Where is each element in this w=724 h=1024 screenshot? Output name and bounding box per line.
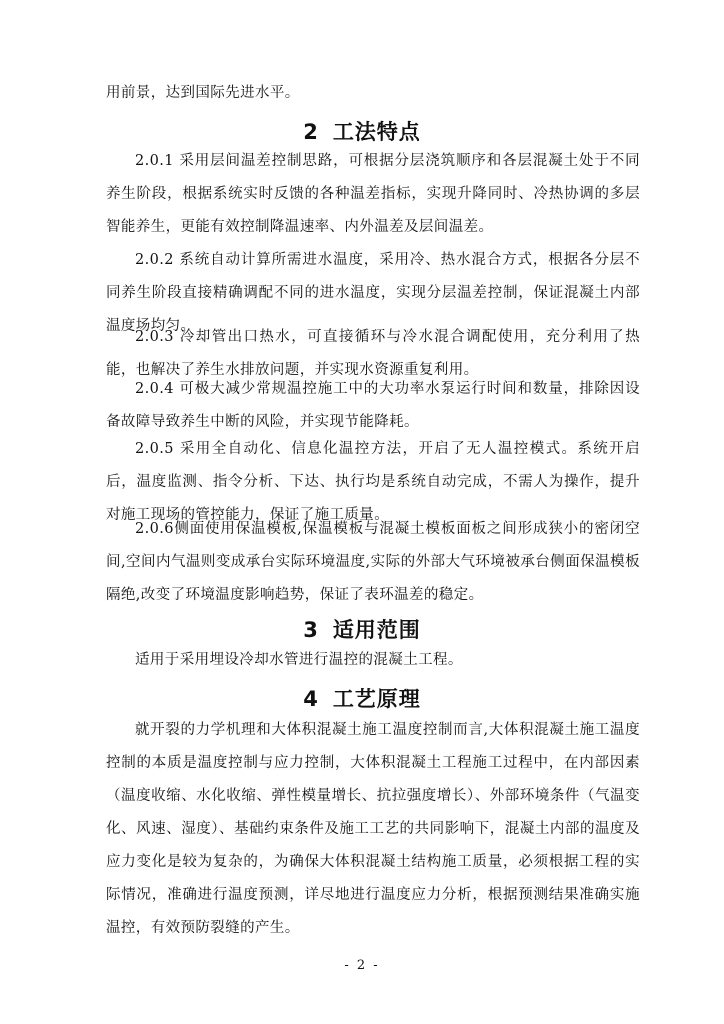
page-number: - 2 - (344, 958, 380, 973)
section-3-title: 适用范围 (332, 618, 421, 642)
paragraph-2-0-1: 2.0.1 采用层间温差控制思路，可根据分层浇筑顺序和各层混凝土处于不同养生阶段，根据系统实时反馈的各种温差指标，实现升降同时、冷热协调的多层智能养生，更能有效控制降温速率、内外温差及层间温差。 (106, 153, 640, 235)
section-4-number: 4 (303, 687, 319, 711)
paragraph-2-0-4: 2.0.4 可极大减少常规温控施工中的大功率水泵运行时间和数量，排除因设备故障导致养生中断的风险，并实现节能降耗。 (106, 381, 640, 430)
paragraph-2-0-2: 2.0.2 系统自动计算所需进水温度，采用冷、热水混合方式，根据各分层不同养生阶段直接精确调配不同的进水温度，实现分层温差控制，保证混凝土内部温度场均匀。 (106, 252, 640, 334)
section-2-title: 工法特点 (332, 120, 421, 144)
section-3-heading (0, 614, 724, 644)
paragraph-2-0-3: 2.0.3 冷却管出口热水，可直接循环与冷水混合调配使用，充分利用了热能，也解决了养生水排放问题，并实现水资源重复利用。 (106, 329, 640, 378)
intro-tail-paragraph: 用前景，达到国际先进水平。 (106, 85, 300, 101)
paragraph-3-scope: 适用于采用埋设冷却水管进行温控的混凝土工程。 (135, 652, 463, 668)
section-2-heading (0, 116, 724, 146)
section-4-title: 工艺原理 (332, 687, 421, 711)
paragraph-2-0-5: 2.0.5 采用全自动化、信息化温控方法，开启了无人温控模式。系统开启后，温度监测、指令分析、下达、执行均是系统自动完成，不需人为操作，提升对施工现场的管控能力，保证了施工质量。 (106, 441, 640, 523)
section-4-heading (0, 683, 724, 713)
paragraph-4-principle: 就开裂的力学机理和大体积混凝土施工温度控制而言,大体积混凝土施工温度控制的本质是温度控制与应力控制，大体积混凝土工程施工过程中，在内部因素（温度收缩、水化收缩、弹性模量增长、抗拉强度增长）、外部环境条件（气温变化、风速、湿度）、基础约束条件及施工工艺的共同影响下，混凝土内部的温度及应力变化是较为复杂的，为确保大体积混凝土结构施工质量，必须根据工程的实际情况，准确进行温度预测，详尽地进行温度应力分析，根据预测结果准确实施温控，有效预防裂缝的产生。 (106, 722, 640, 936)
section-2-number: 2 (303, 120, 319, 144)
section-3-number: 3 (303, 618, 319, 642)
paragraph-2-0-6: 2.0.6侧面使用保温模板,保温模板与混凝土模板面板之间形成狭小的密闭空间,空间内气温则变成承台实际环境温度,实际的外部大气环境被承台侧面保温模板隔绝,改变了环境温度影响趋势，保证了表环温差的稳定。 (106, 521, 640, 603)
